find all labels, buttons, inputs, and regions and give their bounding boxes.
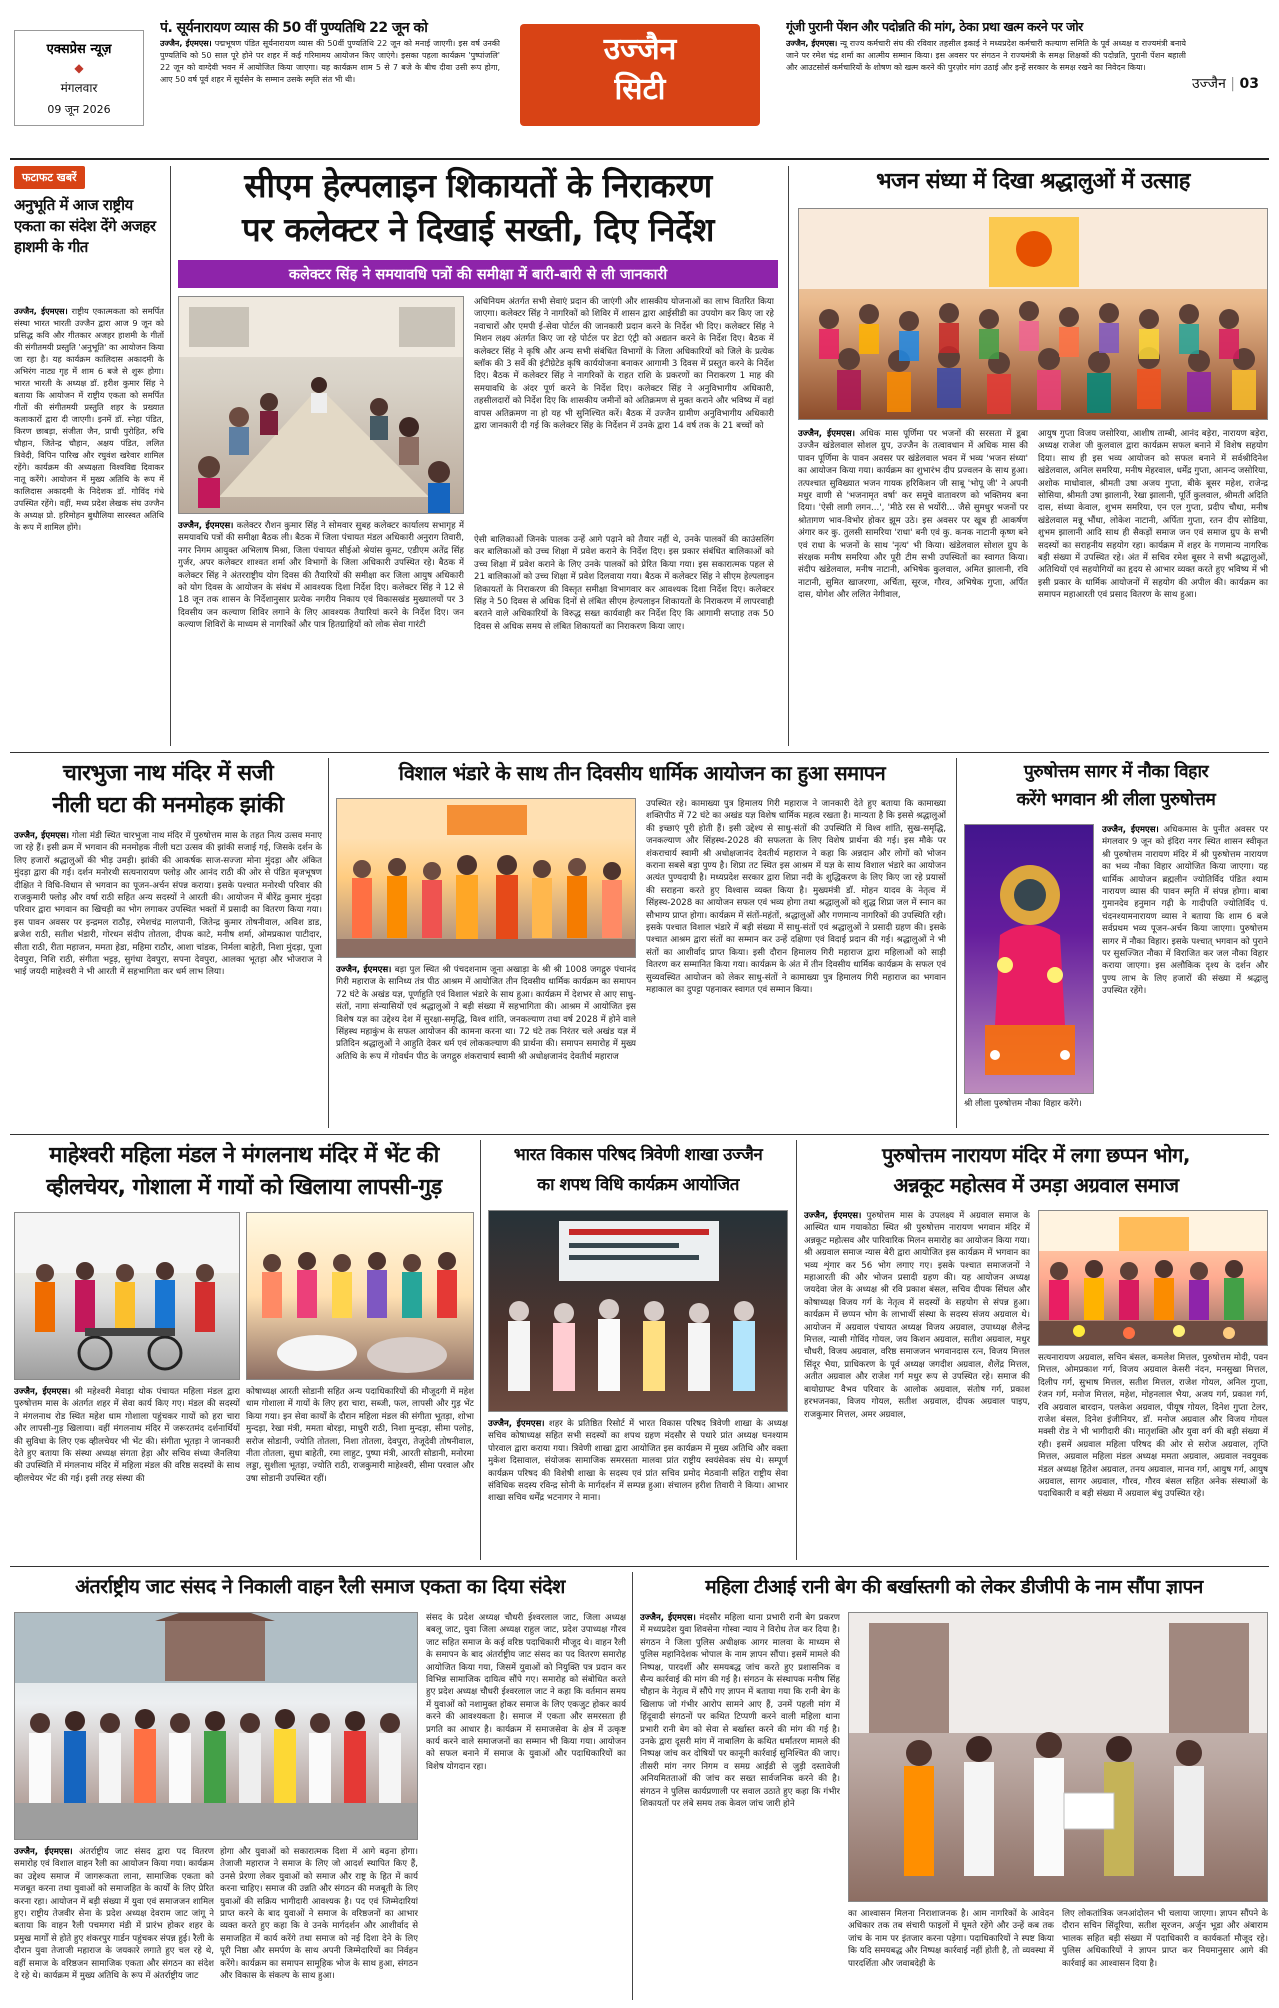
vishal-headline: विशाल भंडारे के साथ तीन दिवसीय धार्मिक आयोजन का हुआ समापन xyxy=(398,761,886,785)
maheshwari-text-col1: श्री महेश्वरी मेवाड़ा थोक पंचायत महिला मंडल द्वारा पुरुषोत्तम मास के अंतर्गत शहर में सेवा कार्य किए गए। मंडल की सदस्यों ने मंगलनाथ रोड स्थित महेश धाम गोशाला पहुंचकर गायों को हरा चारा और लापसी-गुड़ खिलाया। वहीं मंगलनाथ मंदिर में जरूरतमंद दर्शनार्थियों की सुविधा के लिए एक व्हीलचेयर भी भेंट की। संगीता भूतड़ा ने जानकारी देते हुए बताया कि संस्था अध्यक्ष संगता हेड़ा और सचिव संध्या जैनलिया की उपस्थिति में मंगलनाथ मंदिर में महिला मंडल की वरिष्ठ सदस्यों के साथ व्हीलचेयर भेंट की गई। इसी तरह संस्था की xyxy=(14,1387,240,1484)
issue-day: मंगलवार xyxy=(60,81,98,95)
chappan-story xyxy=(804,1140,1268,1560)
lead-divider xyxy=(788,166,789,746)
page-number: 03 xyxy=(1239,76,1259,92)
lead-dateline: उज्जैन, ईएमएस। xyxy=(178,521,234,531)
jat-text-col2: संसद के प्रदेश अध्यक्ष चौधरी ईश्वरलाल जाट, जिला अध्यक्ष बबलू जाट, युवा जिला अध्यक्ष राहुल जाट, प्रदेश उपाध्यक्ष गौरव जाट सहित समाज के कई वरिष्ठ पदाधिकारी मौजूद थे। वाहन रैली के समापन के बाद अंतर्राष्ट्रीय जाट संसद का पद वितरण समारोह आयोजित किया गया, जिसमें युवाओं को नियुक्ति पत्र प्रदान कर विभिन्न सामाजिक दायित्व सौंपे गए। समारोह को संबोधित करते हुए प्रदेश अध्यक्ष चौधरी ईश्वरलाल जाट ने कहा कि वर्तमान समय में युवाओं को नशामुक्त होकर समाज के लिए एकजुट होकर कार्य करने की आवश्यकता है। समाज में एकता और समरसता ही प्रगति का आधार है। कार्यक्रम में समाजसेवा के क्षेत्र में उत्कृष्ट कार्य करने वाले समाजजनों का सम्मान भी किया गया। आयोजन को सफल बनाने में समाज के युवाओं और पदाधिकारियों का विशेष योगदान रहा। xyxy=(426,1613,626,1772)
maheshwari-photo-1 xyxy=(14,1212,240,1380)
chappan-text-col2: सत्यनारायण अग्रवाल, सचिन बंसल, कमलेश मित्तल, पुरुषोत्तम मोदी, पवन मित्तल, ओमप्रकाश गर्ग, विजय अग्रवाल केसरी नंदन, मनसुखा मित्तल, दिलीप गर्ग, सुभाष मित्तल, सतीश मित्तल, राजेश गोयल, अनिल गुप्ता, रंजन गर्ग, मनोज मित्तल, महेश, मोहनलाल भैया, अजय गर्ग, प्रकाश गर्ग, रवि अग्रवाल बारदान, पलकेश अग्रवाल, पीयूष गोयल, दिनेश गुप्ता टेलर, राजेश बंसल, दिनेश इंजीनियर, डॉ. मनोज अग्रवाल और विजय गोयल मक्सी रोड ने भी भागीदारी की। मातृशक्ति और युवा वर्ग की बड़ी संख्या में रही। इसमें अग्रवाल महिला परिषद की ओर से सरोज अग्रवाल, तृप्ति मित्तल, अग्रवाल महिला मंडल अध्यक्ष ममता अग्रवाल, अग्रवाल नवयुवक मंडल अध्यक्ष हितेश अग्रवाल, तनय अग्रवाल, मानव गर्ग, आयुष गर्ग, आयुष अग्रवाल, सागर अग्रवाल, गौरव, गौरव बंसल सहित अनेक संस्थाओं के पदाधिकारी व बड़ी संख्या में अग्रवाल बंधु उपस्थित रहे। xyxy=(1038,1353,1268,1500)
sidebar-dateline: उज्जैन, ईएमएस। xyxy=(14,306,68,316)
maheshwari-headline-line2: व्हीलचेयर, गोशाला में गायों को खिलाया लापसी-गुड़ xyxy=(46,1175,442,1200)
sidebar-tag: फटाफट खबरें xyxy=(14,166,85,189)
page-label: उज्जैन xyxy=(1192,76,1226,92)
top-brief-1-dateline: उज्जैन, ईएमएस। xyxy=(160,39,212,48)
top-brief-2-text: न्यू राज्य कर्मचारी संघ की रविवार तहसील इकाई ने मध्यप्रदेश कर्मचारी कल्याण समिति के पूर्व अध्यक्ष व राज्यमंत्री बनाये जाने पर रमेश चंद्र शर्मा का आत्मीय सम्मान किया। इस अवसर पर संगठन ने राज्यमंत्री के समक्ष शिक्षकों की पदोन्नति, पुरानी पेंशन बहाली और आउटसोर्स कर्मचारियों के शोषण को खत्म करने की पुरज़ोर मांग उठाई और इन्हें सरकार के समक्ष रखने का निवेदन किया। xyxy=(786,39,1186,72)
vehicle-rally-group-illustration xyxy=(15,1613,418,1840)
purushottam-sagar-headline-line2: करेंगे भगवान श्री लीला पुरुषोत्तम xyxy=(1016,790,1216,810)
jat-text-col3: होगा और युवाओं को सकारात्मक दिशा में आगे बढ़ना होगा। तेजाजी महाराज ने समाज के लिए जो आदर्श स्थापित किए हैं, उनसे प्रेरणा लेकर युवाओं को समाज और राष्ट्र के हित में कार्य करना चाहिए। समाज की उन्नति और संगठन की मजबूती के लिए युवाओं की सक्रिय भागीदारी आवश्यक है। पद एवं जिम्मेदारियां प्राप्त करने के बाद युवाओं ने समाज के वरिष्ठजनों का आभार व्यक्त करते हुए कहा कि वे उनके मार्गदर्शन और आशीर्वाद से समाजहित में कार्य करेंगे तथा समाज को नई दिशा देने के लिए पूरी निष्ठा और समर्पण के साथ अपनी जिम्मेदारियों का निर्वहन करेंगे। कार्यक्रम का समापन सामूहिक भोज के साथ हुआ, संगठन और विकास के संकल्प के साथ हुआ। xyxy=(220,1847,418,1982)
chappan-photo xyxy=(1038,1210,1268,1346)
purushottam-sagar-text: अधिकमास के पुनीत अवसर पर मंगलवार 9 जून को इंदिरा नगर स्थित शासन स्वीकृत श्री पुरुषोत्तम नारायण मंदिर में श्री पुरुषोत्तम नारायण का भव्य नौका विहार आयोजित किया जाएगा। यह धार्मिक आयोजन ब्रह्मलीन ज्योतिर्विद पंडित श्याम नारायण व्यास की पावन स्मृति में संपन्न होगा। बाबा गुमानदेव हनुमान गढ़ी के गादीपति ज्योतिर्विद पं. चंदनश्यामनारायण व्यास ने बताया कि शाम 6 बजे सर्वप्रथम भव्य पूजन-अर्चन किया जाएगा। पुरुषोत्तम सागर में नौका विहार। इसके पश्चात् भगवान को पुराने पर सुसज्जित नौका में विराजित कर जल नौका विहार कराया जाएगा। इस अलौकिक दृश्य के दर्शन और पुण्य लाभ के लिए हजारों की संख्या में श्रद्धालु उपस्थित रहेंगे। xyxy=(1102,825,1268,997)
bhajan-story xyxy=(798,166,1268,746)
chappan-headline-line2: अन्नकूट महोत्सव में उमड़ा अग्रवाल समाज xyxy=(893,1173,1179,1197)
vishal-story xyxy=(336,758,948,1128)
row3-divider-1 xyxy=(480,1140,481,1560)
brand-block xyxy=(14,30,144,126)
masthead-rule xyxy=(10,158,1269,160)
city-title-line1: उज्जैन xyxy=(603,32,677,67)
vishal-dateline: उज्जैन, ईएमएस। xyxy=(336,965,392,975)
jat-dateline: उज्जैन, ईएमएस। xyxy=(14,1847,73,1857)
mahila-ti-photo xyxy=(848,1612,1268,1902)
meeting-room-illustration xyxy=(179,297,464,514)
sidebar-divider xyxy=(170,166,171,746)
city-title-box xyxy=(520,24,760,126)
lead-headline-line2: पर कलेक्टर ने दिखाई सख्ती, दिए निर्देश xyxy=(242,210,714,249)
mahila-ti-headline: महिला टीआई रानी बेग की बर्खास्तगी को लेकर डीजीपी के नाम सौंपा ज्ञापन xyxy=(705,1576,1203,1598)
top-brief-1-title: पं. सूर्यनारायण व्यास की 50 वीं पुण्यतिथि 22 जून को xyxy=(160,20,428,36)
deity-idol-illustration xyxy=(965,825,1094,1094)
vishal-text-col2: उपस्थित रहे। कामाख्या पुत्र हिमालय गिरी महाराज ने जानकारी देते हुए बताया कि कामाख्या शक्तिपीठ में 72 घंटे का अखंड यज्ञ विशेष धार्मिक महत्व रखता है। मान्यता है कि इससे श्रद्धालुओं की इच्छाएं पूरी होती हैं। इसी उद्देश्य से साधु-संतों की उपस्थिति में विश्व शांति, सुख-समृद्धि, जनकल्याण और सिंहस्थ-2028 की सफलता के लिए विशेष प्रार्थना की गई। इस मौके पर शंकराचार्य स्वामी श्री अधोक्षजानंद देवतीर्थ महाराज ने कहा कि अन्नदान और लोगों को भोजन कराना सबसे बड़ा पुण्य है। शिप्रा तट स्थित इस आश्रम में यज्ञ के साथ विशाल भंडारे का आयोजन अत्यंत पुण्यदायी है। मध्यप्रदेश सरकार द्वारा शिप्रा नदी के शुद्धिकरण के लिए किए जा रहे प्रयासों की सराहना करते हुए विश्वास व्यक्त किया है। मुख्यमंत्री डॉ. मोहन यादव के नेतृत्व में सिंहस्थ-2028 का आयोजन सफल एवं भव्य होगा तथा श्रद्धालुओं को शुद्ध शिप्रा जल में स्नान का सौभाग्य प्राप्त होगा। कार्यक्रम में संतों-महंतों, श्रद्धालुओं और गणमान्य नागरिकों की उपस्थिति रही। इसके पश्चात विशाल भंडारे में बड़ी संख्या में साधु-संतों एवं श्रद्धालुओं ने प्रसादी ग्रहण की। इसके पश्चात आश्रम द्वारा संतों का सम्मान कर उन्हें दक्षिणा एवं विदाई प्रदान की गई। श्रद्धालुओं ने भी संतों का आशीर्वाद प्राप्त किया। इसी दौरान हिमालय गिरी महाराज द्वारा महिलाओं को साड़ी वितरण कर सम्मानित किया गया। कार्यक्रम के अंत में तीन दिवसीय धार्मिक कार्यक्रम के सफल एवं सुव्यवस्थित आयोजन को लेकर साधु-संतों ने कामाख्या पुत्र हिमालय गिरी महाराज का भगवान महाकाल का दुपट्टा पहनाकर स्वागत एवं सम्मान किया। xyxy=(646,799,946,996)
bhajan-crowd-illustration xyxy=(799,209,1268,420)
chappan-dateline: उज्जैन, ईएमएस। xyxy=(804,1211,862,1221)
maheshwari-text-col2: कोषाध्यक्ष आरती सोडानी सहित अन्य पदाधिकारियों की मौजूदगी में महेश धाम गोशाला में गायों के लिए हरा चारा, सब्जी, फल, लापसी और गुड़ भेंट किया गया। इन सेवा कार्यों के दौरान महिला मंडल की संगीता भूतड़ा, शोभा मुन्दड़ा, रेखा मंत्री, ममता बोरड़ा, माधुरी राठी, निशा मुन्दड़ा, सीमा पलोड़, सरोज सोडानी, ज्योति तोतला, निशा तोतला, देवपुरा, तेजूदेवी तोषनीवाल, नीता तोतला, सुधा बाहेती, रमा लाहुट, पुष्पा मंत्री, आरती सोडानी, मनोरमा लड्डा, सुशीला भूतड़ा, ज्योति राठी, राजकुमारी माहेश्वरी, सीमा परवाल और उषा सोडानी उपस्थित रहीं। xyxy=(246,1387,474,1484)
saints-group-illustration xyxy=(337,799,636,958)
oath-ceremony-illustration xyxy=(489,1211,788,1412)
charbhuja-story xyxy=(14,758,322,1128)
sidebar-text: राष्ट्रीय एकात्मकता को समर्पित संस्था भारत भारती उज्जैन द्वारा आज 9 जून को प्रसिद्ध कवि और गीतकार अजहर हाशमी के गीतों की संगीतमयी प्रस्तुति 'अनुभूति' का आयोजन किया जा रहा है। यह कार्यक्रम कालिदास अकादमी के अभिरंग नाट्य गृह में शाम 6 बजे से शुरू होगा। भारत भारती के अध्यक्ष डॉ. हरीश कुमार सिंह ने बताया कि आयोजन में राष्ट्रीय एकता को समर्पित गीतों की संगीतमयी प्रस्तुति शहर के प्रख्यात कलाकारों द्वारा दी जाएगी। इनमें डॉ. स्नेहा पंडित, किरण छाबड़ा, संजीता जैन, प्राची पुरोहित, रुचि चौहान, जितेन्द्र चौहान, अक्षय पंडित, ललित त्रिवेदी, विपिन पारिख और रघुवंश खरेवार शामिल रहेंगे। कार्यक्रम की अध्यक्षता विश्वविद्य दिवाकर नातू करेंगे। आयोजन में मुख्य अतिथि के रूप में कालिदास अकादमी के निदेशक डॉ. गोविंद गंधे उपस्थित रहेंगे। वहीं, मध्य प्रदेश लेखक संघ उज्जैन के अध्यक्ष प्रो. हरिमोहन बुधौलिया सारस्वत अतिथि के रूप में शामिल होंगे। xyxy=(14,306,164,532)
mahila-ti-dateline: उज्जैन, ईएमएस। xyxy=(640,1613,696,1623)
bhajan-text-col2: आयुष गुप्ता विजय जसोरिया, आशीष ताम्बी, आनंद बड़ेरा, नारायण बड़ेरा, अध्यक्ष राजेश जी कुलवाल द्वारा कार्यक्रम सफल बनाने में विशेष सहयोग दिया। साथ ही इस भव्य आयोजन को सफल बनाने में सर्वश्रीदिनेश खंडेलवाल, अनिल समरिया, मनीष मेहरवाल, धर्मेंद्र गुप्ता, आनन्द जसोरिया, अशोक माधोवाल, श्रीमती उषा अजय गुप्ता, बीके बूसर महेश, राजेन्द्र सोसिया, श्रीमती उषा झालानी, रेखा झालानी, पूर्ति कुलवाल, श्रीमती अदिति दास, संध्या केवाल, शुभम समरिया, एन एल गुप्ता, प्रदीप चौधा, मनीष खंडेलवाल मन्नू भौंधा, लोकेश नाटानी, अर्पिता गुप्ता, रतन दीप सोडिया, शुभम झालानी आदि साथ ही सैकड़ों समाज जन एवं समाज ग्रुप के सभी सदस्यों का सराहनीय सहयोग रहा। कार्यक्रम में शहर के गणमान्य नागरिक बड़ी संख्या में उपस्थित रहे। अंत में सचिव रमेश बूसर ने सभी श्रद्धालुओं, अतिथियों एवं सहयोगियों का हृदय से आभार व्यक्त करते हुए भविष्य में भी इसी प्रकार के धार्मिक आयोजनों में सहयोग की अपील की। कार्यक्रम का समापन महाआरती एवं प्रसाद वितरण के साथ हुआ। xyxy=(1038,429,1268,601)
brand-ornament-icon: ◆ xyxy=(74,61,84,75)
bharat-vikas-headline-line1: भारत विकास परिषद त्रिवेणी शाखा उज्जैन xyxy=(513,1145,763,1165)
mahila-ti-text-col3: लिए लोकतांत्रिक जनआंदोलन भी चलाया जाएगा। ज्ञापन सौंपने के दौरान सचिन सिंदूरिया, सतीश सूरजन, अर्जुन भूडा और अंबाराम भालक सहित बड़ी संख्या में पदाधिकारी व कार्यकर्ता मौजूद रहे। पुलिस अधिकारियों ने ज्ञापन प्राप्त कर नियमानुसार आगे की कार्रवाई का आश्वासन दिया है। xyxy=(1062,1909,1268,1969)
maheshwari-dateline: उज्जैन, ईएमएस। xyxy=(14,1387,71,1397)
purushottam-sagar-headline-line1: पुरुषोत्तम सागर में नौका विहार xyxy=(1023,762,1209,782)
top-brief-2 xyxy=(786,18,1186,138)
sidebar-headline: अनुभूति में आज राष्ट्रीय एकता का संदेश देंगे अजहर हाशमी के गीत xyxy=(14,196,156,256)
gaushala-cows-illustration xyxy=(247,1213,474,1380)
jat-text-col1: अंतर्राष्ट्रीय जाट संसद द्वारा पद वितरण समारोह एवं विशाल वाहन रैली का आयोजन किया गया। कार्यक्रम का उद्देश्य समाज में जागरूकता लाना, सामाजिक एकता को मजबूत करना तथा युवाओं को समाजहित के कार्यों के लिए प्रेरित करना रहा। आयोजन में बड़ी संख्या में युवा एवं समाजजन शामिल हुए। राष्ट्रीय तेजवीर सेना के प्रदेश अध्यक्ष देवराम जाट जांगू ने बताया कि वाहन रैली पचमगरा मंडी में प्रारंभ होकर शहर के प्रमुख मार्गों से होते हुए शंकरपुर गार्डन पहुंचकर संपन्न हुई। रैली के दौरान युवा तेजाजी महाराज के जयकारे लगाते हुए चल रहे थे, वहीं समाज के वरिष्ठजन सामाजिक एकता और संगठन का संदेश दे रहे थे। कार्यक्रम में मुख्य अतिथि के रूप में अंतर्राष्ट्रीय जाट xyxy=(14,1847,214,1982)
row1-rule xyxy=(10,752,1269,753)
bharat-vikas-dateline: उज्जैन, ईएमएस। xyxy=(488,1419,545,1429)
annakut-bhog-illustration xyxy=(1039,1211,1268,1346)
charbhuja-text: गोला मंडी स्थित चारभुजा नाथ मंदिर में पुरुषोत्तम मास के तहत नित्य उत्सव मनाए जा रहे हैं। इसी क्रम में भगवान की मनमोहक नीली घटा उत्सव की झांकी सजाई गई, जिसके दर्शन के लिए हजारों श्रद्धालुओं की भीड़ उमड़ी। झांकी की आकर्षक साज-सज्जा मोना मुंदड़ा और अंकित मुंदड़ा द्वारा की गई। दर्शन मनोरथी सत्यनारायण फ्लोड़ और आनंद राठी की ओर से पंडित बृजभूषण दीक्षित ने विधि-विधान से भगवान का पूजन-अर्चन संपन्न कराया। इसके पश्चात मनोरथी परिवार की राजकुमारी फ्लोड़ और वर्षा राठी सहित अन्य सदस्यों ने आरती की। आयोजन में बीरेंद्र कुमार मुंदड़ा परिवार द्वारा भगवान का खिचड़ी का भोग लगाकर उपस्थित भक्तों में प्रसादी का वितरण किया गया। इस पावन अवसर पर इन्द्रमल राठौड़, रमेशचंद्र मालपानी, जितेन्द्र कुमार तोषनीवाल, अविश डाड, ब्रजेश राठी, सतीश भंडारी, गोरधन संदीप तोतला, दीपक काटे, मनीष शर्मा, ओमप्रकाश पाटीदार, सीता राठी, रीता महाजन, ममता हेडा, महिमा राठौर, आशा चांडक, निर्मला बाहेती, निशा मुंदड़ा, पूजा देवपुरा, निशि राठी, संगीता भट्टड़, सुगंधा देवपुरा, सपना देवपुरा, आलका भूतड़ा और भोजराज ने भाई जयदी माहेश्वरी ने भी आरती में सहभागिता कर धर्म लाभ लिया। xyxy=(14,831,322,978)
bhajan-dateline: उज्जैन, ईएमएस। xyxy=(798,429,855,439)
chappan-text-col1: पुरुषोत्तम मास के उपलक्ष्य में अग्रवाल समाज के आस्थित धाम गयाकोठा स्थित श्री पुरुषोत्तम नारायण भगवान मंदिर में अन्नकूट महोत्सव और पारिवारिक मिलन समारोह का आयोजन किया गया। श्री अग्रवाल समाज न्यास बेरी द्वारा आयोजित इस कार्यक्रम में भगवान का भव्य शृंगार कर 56 भोग लगाए गए। इसके पश्चात समाजजनों ने महाआरती की और भोजन प्रसादी ग्रहण की। यह आयोजन अध्यक्ष जयदेवा जेल के अध्यक्ष श्री रवि प्रकाश बंसल, सचिव दीपक सिंघल और कोषाध्यक्ष विजय गर्ग के नेतृत्व में सदस्यों के सहयोग से संपन्न हुआ। कार्यक्रम में छप्पन भोग के लाभार्थी संस्था के सदस्य संजय अग्रवाल थे। आयोजन में अग्रवाल पंचायत अध्यक्ष विजय अग्रवाल, उपाध्यक्ष शैलेन्द्र मित्तल, न्यासी गोविंद गोयल, जय किशन अग्रवाल, सतीश अग्रवाल, मधुर चौधरी, विजय अग्रवाल, वरिष्ठ समाजजन भगवानदास रत्न, विजय मित्तल सिंदूर भैया, प्राधिकरण के पूर्व अध्यक्ष जगदीश अग्रवाल, शैलेंद्र मित्तल, अतीत अग्रवाल और राजेश गर्ग मधुर रूप से उपस्थित रहे। समाज की बायोग्राफ्ट वैभव परिवार के आलोक अग्रवाल, संतोष गर्ग, प्रकाश हरभजनका, विजय गोयल, सतीश अग्रवाल, दीपक अग्रवाल पाइप, राजकुमार मित्तल, अमर अग्रवाल, xyxy=(804,1211,1030,1420)
charbhuja-dateline: उज्जैन, ईएमएस। xyxy=(14,831,70,841)
vishal-photo xyxy=(336,798,636,958)
purushottam-sagar-caption: श्री लीला पुरुषोत्तम नौका विहार करेंगे। xyxy=(964,1099,1082,1109)
top-brief-2-title: गूंजी पुरानी पेंशन और पदोन्नति की मांग, ठेका प्रथा खत्म करने पर जोर xyxy=(786,19,1083,34)
jat-photo xyxy=(14,1612,418,1840)
masthead xyxy=(0,0,1279,158)
row3-rule xyxy=(10,1566,1269,1567)
mahila-ti-story xyxy=(640,1572,1268,2000)
top-brief-1-text: पद्मभूषण पंडित सूर्यनारायण व्यास की 50वीं पुण्यतिथि 22 जून को मनाई जाएगी। इस वर्ष उनकी पुण्यतिथि को 50 साल पूरे होने पर शहर में कई गरिमामय आयोजन किए जाएंगे। इसका पहला कार्यक्रम 'पुष्पांजलि' 22 जून को वाग्देवी भवन में आयोजित किया जाएगा। यह कार्यक्रम शाम 5 से 7 बजे के बीच दीवा उसी रूप होगा, आए 50 वर्ष पूर्व शहर में सूर्यसेन के सम्मान उसके स्मृति संत भी थी। xyxy=(160,39,500,84)
brand-name: एक्सप्रेस न्यूज़ xyxy=(46,42,112,57)
lead-subhead: कलेक्टर सिंह ने समयावधि पत्रों की समीक्षा में बारी-बारी से ली जानकारी xyxy=(178,260,778,288)
maheshwari-headline-line1: माहेश्वरी महिला मंडल ने मंगलनाथ मंदिर में भेंट की xyxy=(49,1143,439,1168)
memorandum-submission-illustration xyxy=(849,1613,1268,1902)
vishal-text-col1: बड़ा पुल स्थित श्री पंचदशनाम जूना अखाड़ा के श्री श्री 1008 जगद्गुरु पंचानंद गिरी महाराज के सानिध्य तंत्र पीठ आश्रम में आयोजित तीन दिवसीय धार्मिक कार्यक्रम का समापन 72 घंटे के अखंड यज्ञ, पूर्णाहुति एवं विशाल भंडारे के साथ हुआ। कार्यक्रम में देशभर से आए साधु-संतों, नागा संन्यासियों एवं श्रद्धालुओं ने बड़ी संख्या में सहभागिता की। आश्रम में आयोजित इस विशेष यज्ञ का उद्देश्य देश में सुरक्षा-समृद्धि, विश्व शांति, जनकल्याण तथा वर्ष 2028 में होने वाले सिंहस्थ महाकुंभ के सफल आयोजन की कामना करना था। 72 घंटे तक निरंतर चले अखंड यज्ञ में प्रतिदिन श्रद्धालुओं ने आहुति देकर धर्म एवं लोककल्याण की प्रार्थना की। समापन समारोह में मुख्य अतिथि के रूप में गोवर्धन पीठ के जगद्गुरु शंकराचार्य स्वामी श्री अधोक्षजानंद देवतीर्थ महाराज xyxy=(336,965,636,1062)
top-brief-2-dateline: उज्जैन, ईएमएस। xyxy=(786,39,838,48)
chappan-headline-line1: पुरुषोत्तम नारायण मंदिर में लगा छप्पन भोग, xyxy=(882,1143,1190,1167)
charbhuja-headline-line2: नीली घटा की मनमोहक झांकी xyxy=(52,793,284,818)
purushottam-sagar-dateline: उज्जैन, ईएमएस। xyxy=(1102,825,1159,835)
page-folio: उज्जैन | 03 xyxy=(1192,76,1259,92)
lead-story xyxy=(178,164,778,746)
purushottam-sagar-story xyxy=(964,758,1268,1128)
lead-text-col1: कलेक्टर रौशन कुमार सिंह ने सोमवार सुबह कलेक्टर कार्यालय सभागृह में समयावधि पत्रों की समीक्षा बैठक ली। बैठक में जिला पंचायत मंडल अधिकारी अनुराग तिवारी, नगर निगम आयुक्त अभिलाष मिश्रा, जिला पंचायत सीईओ श्रेयांस कूमट, एडीएम अतेंद्र सिंह गुर्जर, अपर कलेक्टर शाश्वत शर्मा और विभागों के जिला अधिकारी उपस्थित रहे। बैठक में कलेक्टर सिंह ने अंतरराष्ट्रीय योग दिवस की तैयारियों की समीक्षा कर जिला आयुष अधिकारी को योग दिवस के आयोजन के संबंध में आवश्यक दिशा निर्देश दिए। कलेक्टर सिंह ने 12 से 18 जून तक शासन के निर्देशानुसार प्रत्येक नगरीय निकाय एवं विकासखंड मुख्यालयों पर 3 दिवसीय जन कल्याण शिविर लगाने के लिए आवश्यक तैयारियां करने के निर्देश दिए। जन कल्याण शिविरों के माध्यम से नागरिकों और पात्र हितग्राहियों को लोक सेवा गारंटी xyxy=(178,521,464,631)
row2-rule xyxy=(10,1134,1269,1135)
bhajan-headline: भजन संध्या में दिखा श्रद्धालुओं में उत्साह xyxy=(876,169,1190,194)
jat-headline: अंतर्राष्ट्रीय जाट संसद ने निकाली वाहन रैली समाज एकता का दिया संदेश xyxy=(75,1575,565,1598)
bhajan-text-col1: अधिक मास पूर्णिमा पर भजनों की सरसता में डूबा उज्जैन खंडेलवाल सोशल ग्रुप, उज्जैन के तत्वावधान में अधिक मास की पावन पूर्णिमा के पावन अवसर पर खंडेलवाल भवन में भव्य 'भजन संध्या' का आयोजन किया गया। कार्यक्रम का शुभारंभ दीप प्रज्वलन के साथ हुआ। तत्पश्चात सुविख्यात भजन गायक हरिकिशन जी साबू 'भोपू जी' ने अपनी मधुर वाणी से 'भजनामृत वर्षा' कर समूचे वातावरण को भक्तिमय बना दिया। 'ऐसी लागी लगन...', 'मीठे रस से भर्योरी... जैसे सुमधुर भजनों पर श्रोतागण भाव-विभोर होकर झूम उठे। इस अवसर पर खूब ही आकर्षण अंगार कर कु. तुलसी सामरिया 'राधा' बनी एवं कु. कनक नाटानी कृष्ण बने एवं राधा के भजनों के साथ 'नृत्य' भी किया। खंडेलवाल सोशल ग्रुप के संरक्षक मनीष समरिया और पूरी टीम सभी उपस्थितों का स्वागत किया। संदीप खंडेलवाल, मनीष नाटानी, अभिषेक कुलवाल, अमित झालानी, रवि नाटानी, सुमित खाजरणा, अर्चिता, सूरज, गौरव, अभिषेक गुप्ता, अर्पित दास, योगेश और ललित नेगीवाल, xyxy=(798,429,1028,601)
bhajan-photo xyxy=(798,208,1268,420)
bharat-vikas-photo xyxy=(488,1210,788,1412)
lead-text-col3: ऐसी बालिकाओं जिनके पालक उन्हें आगे पढ़ाने को तैयार नहीं थे, उनके पालकों की काउंसलिंग कर बालिकाओं को उच्च शिक्षा में प्रवेश कराने के निर्देश दिए। इस प्रकार संबंधित बालिकाओं को उच्च शिक्षा में प्रवेश कराने के लिए उनके पालकों को प्रेरित किया गया। इस सकारात्मक पहल से 21 बालिकाओं को उच्च शिक्षा में प्रवेश दिलवाया गया। बैठक में कलेक्टर सिंह ने सीएम हेल्पलाइन शिकायतों के निराकरण की विस्तृत समीक्षा विभागवार कर आवश्यक दिशा निर्देश दिए। कलेक्टर सिंह ने 50 दिवस से अधिक दिनों से लंबित सीएम हेल्पलाइन शिकायतों के निराकरण में लापरवाही बरतने वाले अधिकारियों के विरुद्ध सख्त कार्यवाही कर निर्देश दिए कि आगामी सप्ताह तक 50 दिवस से अधिक समय से लंबित शिकायतों का निराकरण किया जाए। xyxy=(474,535,774,632)
city-title-line2: सिटी xyxy=(614,72,666,107)
row3-divider-2 xyxy=(796,1140,797,1560)
row4-divider xyxy=(632,1572,633,2000)
bharat-vikas-headline-line2: का शपथ विधि कार्यक्रम आयोजित xyxy=(537,1175,739,1195)
bharat-vikas-text: शहर के प्रतिष्ठित रिसोर्ट में भारत विकास परिषद त्रिवेणी शाखा के अध्यक्ष सचिव कोषाध्यक्ष सहित सभी सदस्यों का शपथ ग्रहण मंदसौर से पधारे प्रांत अध्यक्ष घनश्याम पोरवाल द्वारा कराया गया। त्रिवेणी शाखा द्वारा आयोजित इस कार्यक्रम में मुख्य अतिथि और वक्ता मुकेश दिसावाल, संयोजक सामाजिक समरसता मालवा प्रांत राष्ट्रीय स्वयंसेवक संघ थे। सम्पूर्ण कार्यक्रम परिषद की विशेषी शाखा के सदस्य एवं प्रांत सचिव प्रमोद मेठवानी सहित राष्ट्रीय सेवा संविधिक सदस्य रविन्द्र सोनी के मार्गदर्शन में सम्पन्न हुआ। संचालन हरीश तिवारी ने किया। आभार शाखा सचिव धर्मेंद्र भटनागर ने माना। xyxy=(488,1419,788,1504)
sidebar xyxy=(14,166,164,746)
wheelchair-donation-illustration xyxy=(15,1213,240,1380)
maheshwari-photo-2 xyxy=(246,1212,474,1380)
charbhuja-headline-line1: चारभुजा नाथ मंदिर में सजी xyxy=(62,761,274,786)
row2-divider-1 xyxy=(328,758,329,1128)
lead-headline-line1: सीएम हेल्पलाइन शिकायतों के निराकरण xyxy=(244,166,712,205)
row2-divider-2 xyxy=(956,758,957,1128)
lead-text-col2: अधिनियम अंतर्गत सभी सेवाएं प्रदान की जाएंगी और शासकीय योजनाओं का लाभ वितरित किया जाएगा। कलेक्टर सिंह ने नागरिकों को शिविर में शासन द्वारा आईसीडी का उपयोग कर किए जा रहे नवाचारों और एमपी ई-सेवा पोर्टल की जानकारी प्रदान करने के निर्देश भी दिए। कलेक्टर सिंह ने मिशन लक्ष्य अंतर्गत किए जा रहे पोर्टल पर डेटा एंट्री को अद्यतन करने के निर्देश दिए। बैठक में कलेक्टर सिंह ने कृषि और अन्य सभी संबंधित विभागों के जिला अधिकारियों को जिले के प्रत्येक ब्लॉक की 3 सर्वे की इंटीग्रेटेड कृषि कार्ययोजना बनाकर आगामी 3 दिवस में प्रस्तुत करने के निर्देश दिए। बैठक में कलेक्टर सिंह ने नागरिकों के राहत राशि के प्रकरणों का निराकरण 1 माह की समयावधि के अंदर पूर्ण करने के निर्देश दिए। कलेक्टर सिंह ने अनुविभागीय अधिकारी, तहसीलदारों को निर्देश दिए कि शासकीय जमीनों को अतिक्रमण से मुक्त कराने और भविष्य में वहां वापस अतिक्रमण ना हो यह भी सुनिश्चित करें। बैठक में उज्जैन ग्रामीण अनुविभागीय अधिकारी द्वारा जानकारी दी गई कि कलेक्टर सिंह के निर्देशन में उनके द्वारा 14 वर्ष तक के 21 बच्चों को xyxy=(474,297,774,432)
bharat-vikas-story xyxy=(488,1140,788,1560)
lead-photo xyxy=(178,296,464,514)
mahila-ti-text-col2: का आश्वासन मिलना निराशाजनक है। आम नागरिकों के आवेदन अधिकार तक तब संचारी फाइलों में घूमते रहेंगे और उन्हें कब तक जांच के नाम पर इंतजार करना पड़ेगा। पदाधिकारियों ने स्पष्ट किया कि यदि समयबद्ध और निष्पक्ष कार्रवाई नहीं होती है, तो व्यवस्था में पारदर्शिता और जवाबदेही के xyxy=(848,1909,1054,1969)
maheshwari-story xyxy=(14,1140,474,1560)
mahila-ti-text-col1: मंदसौर महिला थाना प्रभारी रानी बेग प्रकरण में मध्यप्रदेश युवा शिवसेना गोस्वा न्याय ने विरोध तेज कर दिया है। संगठन ने जिला पुलिस अधीक्षक आगर मालवा के माध्यम से पुलिस महानिदेशक भोपाल के नाम ज्ञापन सौंपा। इसमें मामले की निष्पक्ष, पारदर्शी और समयबद्ध जांच करते हुए प्रशासनिक व सैन्य कार्रवाई की मांग की गई है। संगठन के संस्थापक मनीष सिंह चौहान के नेतृत्व में सौंपे गए ज्ञापन में बताया गया कि रानी बेग के खिलाफ जो गंभीर आरोप सामने आए हैं, उनमें पहली मांग में हिंदूवादी संगठनों पर कथित टिप्पणी करने वाली महिला थाना प्रभारी रानी बेग को सेवा से बर्खास्त करने की मांग की गई है। उनके द्वारा दूसरी मांग में नाबालिग के कथित धर्मांतरण मामले की निष्पक्ष जांच कर दोषियों पर कानूनी कार्रवाई सुनिश्चित की जाए। तीसरी मांग नगर निगम व समग्र आईडी से जुड़ी दस्तावेजी अनियमितताओं की जांच कर सख्त सार्वजनिक करने की है। संगठन ने पुलिस कार्यप्रणाली पर सवाल उठाते हुए कहा कि गंभीर शिकायतों पर लंबे समय तक केवल जांच जारी होने xyxy=(640,1613,840,1810)
jat-story xyxy=(14,1572,626,2000)
issue-date: 09 जून 2026 xyxy=(47,103,111,116)
top-brief-1 xyxy=(160,18,500,138)
purushottam-sagar-photo xyxy=(964,824,1094,1094)
